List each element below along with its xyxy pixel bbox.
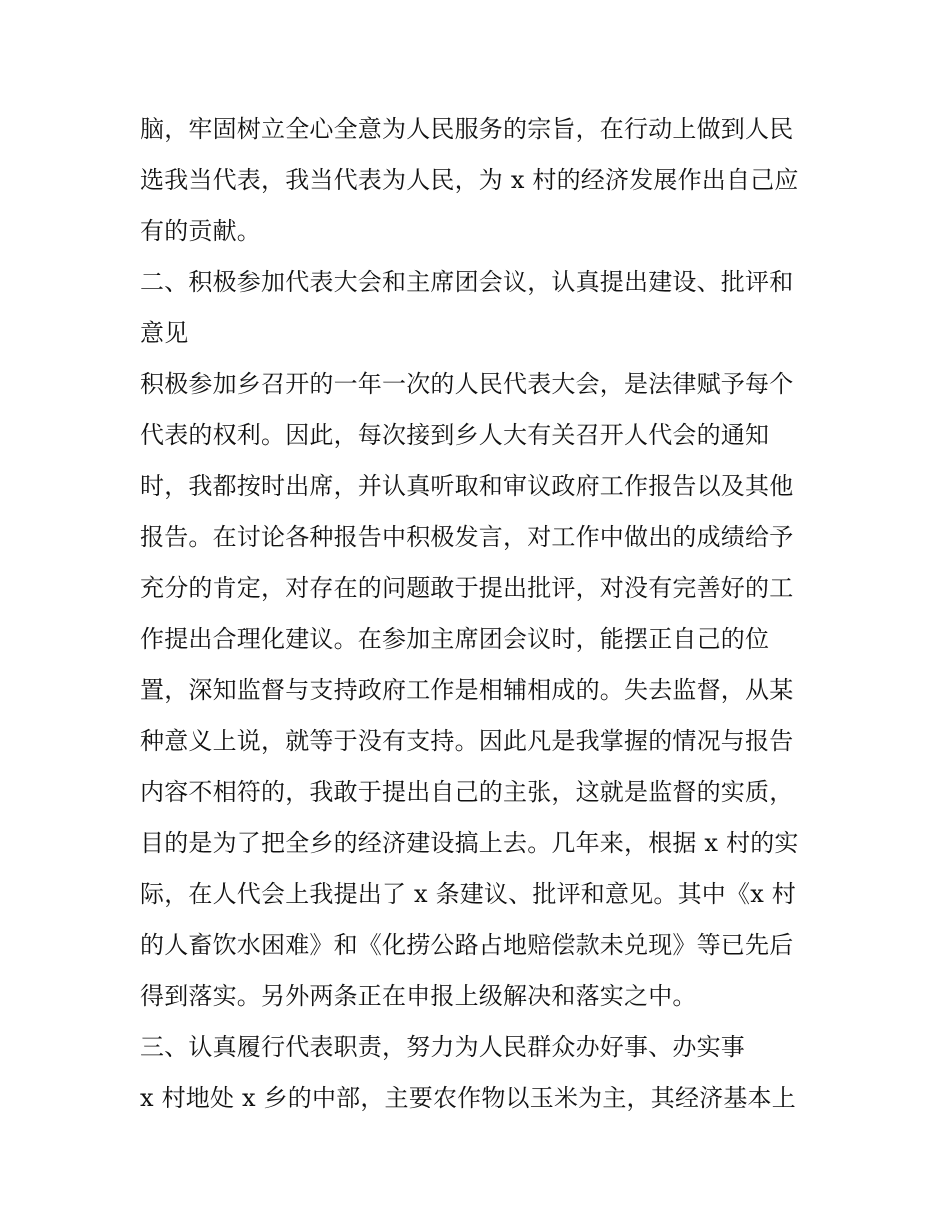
text-line: 报告。在讨论各种报告中积极发言，对工作中做出的成绩给予: [140, 523, 794, 551]
text-line: 作提出合理化建议。在参加主席团会议时，能摆正自己的位: [140, 625, 770, 653]
text-line: 内容不相符的，我敢于提出自己的主张，这就是监督的实质，: [140, 778, 794, 806]
text-line: 选我当代表，我当代表为人民，为 x 村的经济发展作出自己应: [140, 166, 799, 194]
text-line: 的人畜饮水困难》和《化捞公路占地赔偿款未兑现》等已先后: [140, 931, 794, 959]
text-line: 得到落实。另外两条正在申报上级解决和落实之中。: [140, 982, 697, 1010]
text-line: 种意义上说，就等于没有支持。因此凡是我掌握的情况与报告: [140, 727, 794, 755]
text-line: 代表的权利。因此，每次接到乡人大有关召开人代会的通知: [140, 421, 770, 449]
text-line: 时，我都按时出席，并认真听取和审议政府工作报告以及其他: [140, 472, 794, 500]
text-line: 目的是为了把全乡的经济建设搞上去。几年来，根据 x 村的实: [140, 829, 799, 857]
document-body: [140, 104, 820, 1124]
text-line: x 村地处 x 乡的中部，主要农作物以玉米为主，其经济基本上: [140, 1084, 796, 1112]
text-line: 积极参加乡召开的一年一次的人民代表大会，是法律赋予每个: [140, 370, 794, 398]
text-line: 有的贡献。: [140, 217, 261, 245]
section-heading-3: 三、认真履行代表职责，努力为人民群众办好事、办实事: [140, 1033, 745, 1061]
section-heading-2: 二、积极参加代表大会和主席团会议，认真提出建设、批评和: [140, 268, 794, 296]
section-heading-2-continued: 意见: [140, 319, 189, 347]
text-line: 充分的肯定，对存在的问题敢于提出批评，对没有完善好的工: [140, 574, 794, 602]
text-line: 际，在人代会上我提出了 x 条建议、批评和意见。其中《x 村: [140, 880, 796, 908]
text-line: 脑，牢固树立全心全意为人民服务的宗旨，在行动上做到人民: [140, 115, 794, 143]
text-line: 置，深知监督与支持政府工作是相辅相成的。失去监督，从某: [140, 676, 794, 704]
